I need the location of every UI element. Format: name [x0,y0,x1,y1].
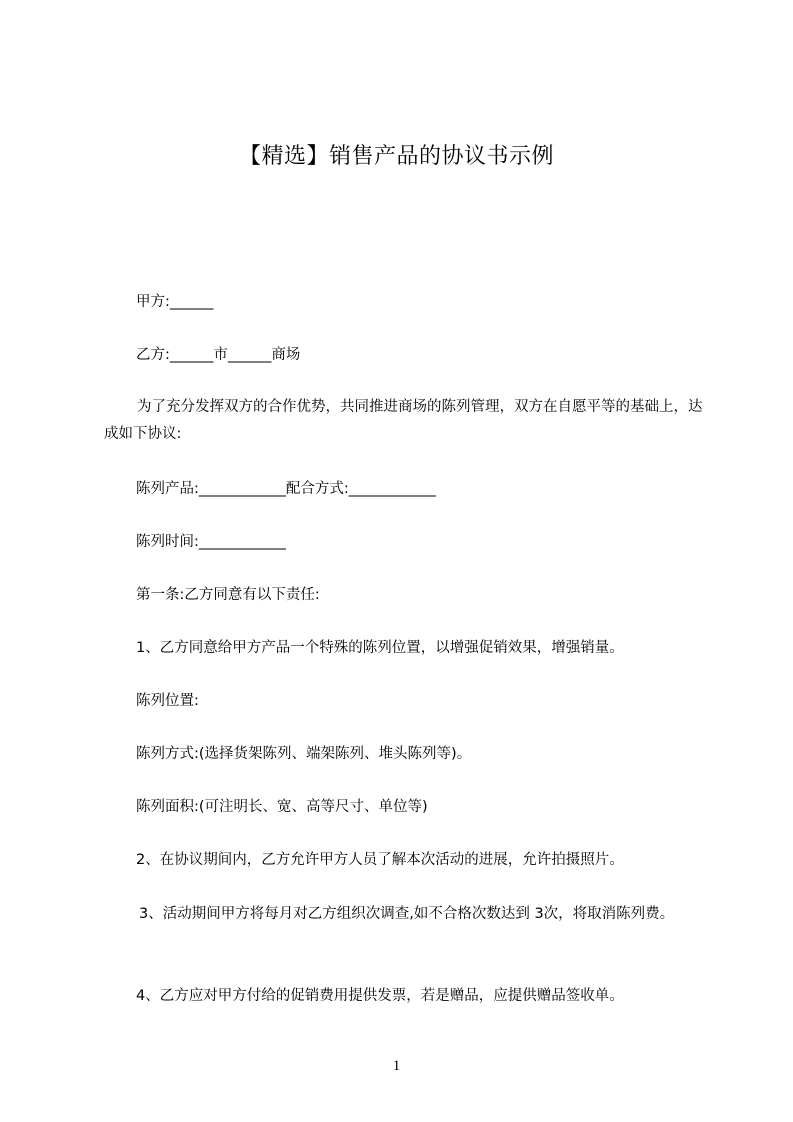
display-product-line: 陈列产品:____________配合方式:____________ [136,481,436,497]
clause-3: 3、活动期间甲方将每月对乙方组织次调查,如不合格次数达到 3次，将取消陈列费。 [139,906,675,922]
display-area-line: 陈列面积:(可注明长、宽、高等尺寸、单位等) [136,799,428,815]
document-title: 【精选】销售产品的协议书示例 [238,144,554,169]
article-one-heading: 第一条:乙方同意有以下责任: [136,587,320,603]
party-a-line: 甲方:______ [136,294,214,310]
party-b-line: 乙方:______市______商场 [136,347,301,363]
display-method-line: 陈列方式:(选择货架陈列、端架陈列、堆头陈列等)。 [136,746,472,762]
display-time-line: 陈列时间:____________ [136,534,286,550]
clause-1: 1、乙方同意给甲方产品一个特殊的陈列位置，以增强促销效果，增强销量。 [136,640,624,656]
intro-paragraph: 为了充分发挥双方的合作优势，共同推进商场的陈列管理，双方在自愿平等的基础上，达成如下协议: [104,399,703,442]
display-position-line: 陈列位置: [136,693,199,709]
page-number: 1 [392,1058,401,1074]
clause-4: 4、乙方应对甲方付给的促销费用提供发票，若是赠品，应提供赠品签收单。 [136,988,624,1004]
clause-2: 2、在协议期间内，乙方允许甲方人员了解本次活动的进展，允许拍摄照片。 [136,852,624,868]
